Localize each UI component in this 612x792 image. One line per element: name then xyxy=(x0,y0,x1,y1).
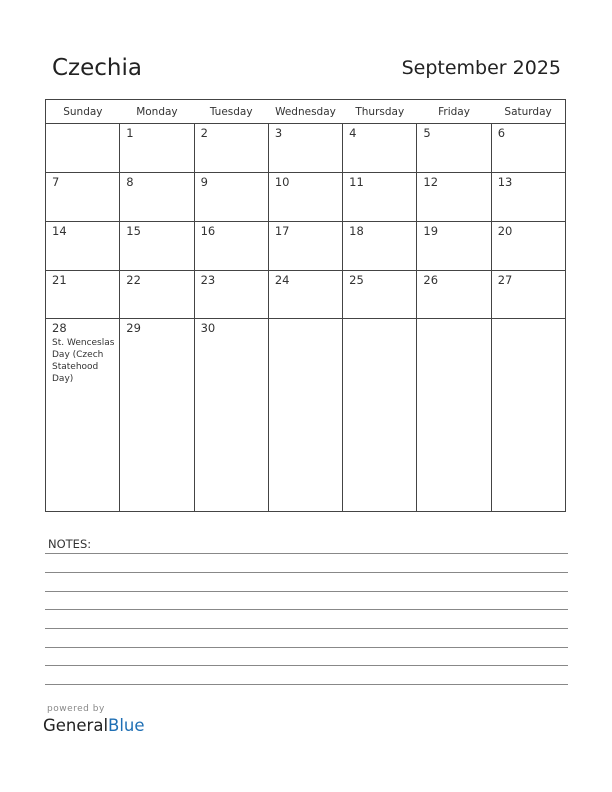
day-cell xyxy=(120,172,194,221)
day-number: 27 xyxy=(497,272,513,287)
day-number: 25 xyxy=(349,272,364,287)
day-number: 21 xyxy=(52,272,67,287)
month-title: September 2025 xyxy=(401,57,561,79)
day-cell xyxy=(194,172,268,221)
week-row xyxy=(46,124,566,173)
day-cell xyxy=(343,319,417,512)
day-number: 13 xyxy=(497,174,513,189)
holiday-label: St. Wenceslas Day (Czech Statehood Day) xyxy=(52,338,115,385)
day-number: 28 xyxy=(52,321,67,336)
note-line xyxy=(45,665,568,666)
day-cell xyxy=(491,270,565,319)
note-line xyxy=(45,684,568,685)
weekday-friday: Friday xyxy=(417,100,491,124)
day-cell xyxy=(46,172,120,221)
day-cell xyxy=(491,172,565,221)
week-row xyxy=(46,319,566,512)
weekday-wednesday: Wednesday xyxy=(268,100,342,124)
day-cell xyxy=(343,124,417,173)
day-number: 18 xyxy=(349,223,364,238)
day-cell xyxy=(417,124,491,173)
week-row xyxy=(46,172,566,221)
day-number: 20 xyxy=(497,223,513,238)
day-number: 5 xyxy=(423,126,431,140)
day-number: 6 xyxy=(497,126,506,140)
day-cell xyxy=(268,270,342,319)
day-cell xyxy=(120,270,194,319)
calendar-grid xyxy=(45,99,566,512)
note-line xyxy=(45,553,568,554)
day-number: 16 xyxy=(200,223,216,238)
day-cell xyxy=(417,319,491,512)
day-number: 2 xyxy=(200,126,208,140)
day-number: 22 xyxy=(126,272,141,287)
day-cell xyxy=(120,124,194,173)
day-cell xyxy=(491,319,565,512)
day-number: 17 xyxy=(274,223,290,238)
day-cell xyxy=(268,124,342,173)
day-cell xyxy=(194,319,268,512)
day-number: 19 xyxy=(423,223,439,238)
day-number: 12 xyxy=(423,174,439,189)
day-number: 7 xyxy=(52,174,60,189)
notes-label: NOTES: xyxy=(48,537,92,551)
day-cell xyxy=(268,319,342,512)
day-number: 9 xyxy=(200,174,208,189)
day-cell xyxy=(343,172,417,221)
note-line xyxy=(45,591,568,592)
day-cell xyxy=(46,319,120,512)
day-cell xyxy=(46,124,120,173)
day-cell xyxy=(491,124,565,173)
note-line xyxy=(45,628,568,629)
weekday-thursday: Thursday xyxy=(343,100,417,124)
day-cell xyxy=(343,270,417,319)
weekday-header-row xyxy=(46,100,566,124)
day-cell xyxy=(268,221,342,270)
day-cell xyxy=(194,124,268,173)
note-line xyxy=(45,572,568,573)
week-row xyxy=(46,221,566,270)
day-number: 10 xyxy=(274,174,290,189)
day-number: 8 xyxy=(126,174,134,189)
day-number: 3 xyxy=(274,126,283,140)
day-cell xyxy=(194,270,268,319)
day-cell xyxy=(194,221,268,270)
day-number: 26 xyxy=(423,272,439,287)
week-row xyxy=(46,270,566,319)
day-number: 4 xyxy=(349,126,357,140)
brand-blue-text: Blue xyxy=(108,716,145,735)
powered-by-text: powered by xyxy=(47,704,105,714)
brand-logo[interactable] xyxy=(43,716,145,735)
weekday-monday: Monday xyxy=(120,100,194,124)
day-number: 24 xyxy=(274,272,290,287)
day-number: 30 xyxy=(200,321,216,336)
day-cell xyxy=(491,221,565,270)
day-cell xyxy=(268,172,342,221)
day-cell xyxy=(120,221,194,270)
brand-general-text: General xyxy=(43,716,109,735)
day-number: 11 xyxy=(349,174,364,189)
day-cell xyxy=(120,319,194,512)
weekday-saturday: Saturday xyxy=(491,100,565,124)
weekday-sunday: Sunday xyxy=(46,100,120,124)
day-number: 23 xyxy=(200,272,216,287)
day-cell xyxy=(417,221,491,270)
note-line xyxy=(45,647,568,648)
day-cell xyxy=(46,221,120,270)
day-number: 15 xyxy=(126,223,141,238)
day-cell xyxy=(343,221,417,270)
day-cell xyxy=(46,270,120,319)
weekday-tuesday: Tuesday xyxy=(194,100,268,124)
note-line xyxy=(45,609,568,610)
day-number: 29 xyxy=(126,321,141,336)
country-title: Czechia xyxy=(52,55,142,81)
day-number: 1 xyxy=(126,126,134,140)
day-cell xyxy=(417,172,491,221)
day-cell xyxy=(417,270,491,319)
day-number: 14 xyxy=(52,223,67,238)
